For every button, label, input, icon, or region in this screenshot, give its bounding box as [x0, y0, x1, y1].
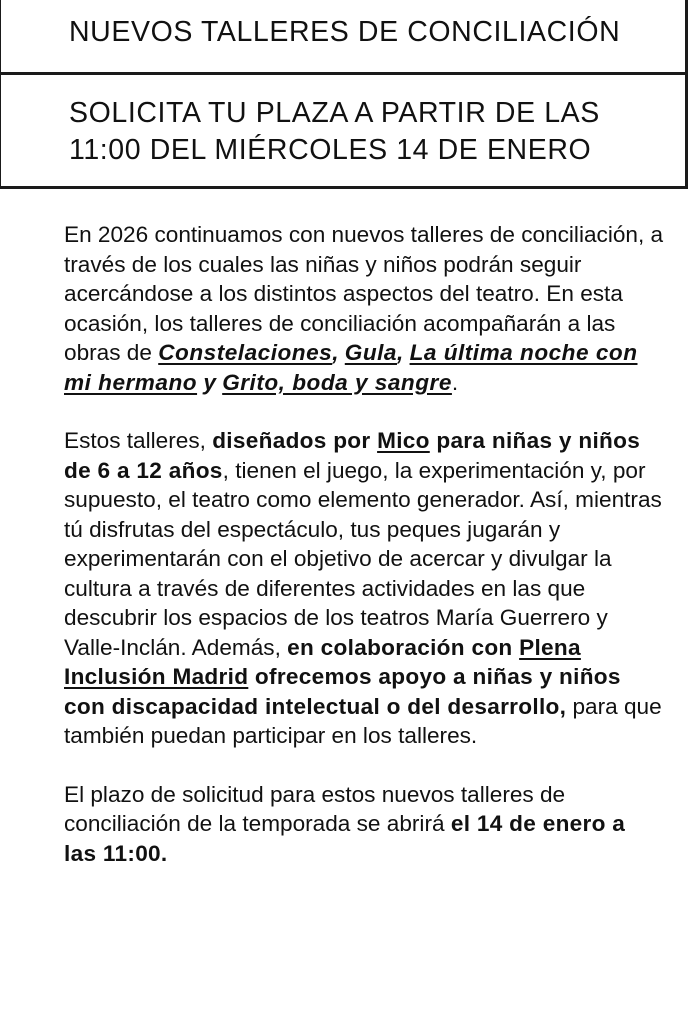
link-plena-inclusion-madrid[interactable]: Plena Inclusión Madrid: [64, 634, 581, 689]
link-constelaciones[interactable]: Constelaciones: [158, 340, 333, 365]
article-body: [64, 220, 664, 897]
intro-paragraph: [64, 220, 664, 397]
intro-text: En 2026 continuamos con nuevos talleres de conciliación, a través de los cuales las niñas y niños podrán seguir acercándose a los distintos aspectos del teatro. En esta ocasión, los talleres de conciliación acompañarán a las obras de: [64, 222, 664, 365]
collaboration-bold-text: en colaboración con: [287, 634, 520, 660]
link-la-ultima-noche-con-mi-hermano[interactable]: La última noche con mi hermano: [64, 340, 638, 395]
title-banner: [0, 0, 688, 75]
workshop-description: , tienen el juego, la experimentación y, por supuesto, el teatro como elemento generador. Así, mientras tú disfrutas del espectáculo, tus peques jugarán y experimentarán con el objetivo de acercar y divulgar la cultura a través de diferentes actividades en las que descubrir los espacios de los teatros María Guerrero y Valle-Inclán. Además,: [64, 457, 662, 660]
registration-notice: [69, 95, 679, 169]
separator: y: [197, 369, 223, 395]
deadline-date: el 14 de enero a las 11:00.: [64, 811, 626, 866]
deadline-text: El plazo de solicitud para estos nuevos talleres de conciliación de la temporada se abrirá: [64, 781, 566, 836]
separator: ,: [397, 340, 410, 365]
workshop-text: Estos talleres,: [64, 428, 213, 453]
support-bold-text: ofrecemos apoyo a niñas y niños con discapacidad intelectual o del desarrollo,: [64, 664, 621, 719]
registration-notice-line2: 11:00 DEL MIÉRCOLES 14 DE ENERO: [69, 134, 592, 166]
registration-banner: [0, 72, 688, 189]
workshop-paragraph: [64, 426, 664, 751]
separator: ,: [332, 340, 345, 365]
workshop-age-range: para niñas y niños de 6 a 12 años: [64, 428, 641, 483]
registration-notice-line1: SOLICITA TU PLAZA A PARTIR DE LAS: [69, 97, 600, 129]
link-grito-boda-y-sangre[interactable]: Grito, boda y sangre: [222, 369, 452, 395]
sentence-end: .: [451, 369, 459, 395]
deadline-paragraph: [64, 780, 664, 869]
workshop-bold-text: diseñados por: [212, 428, 378, 453]
page-title: NUEVOS TALLERES DE CONCILIACIÓN: [69, 16, 621, 48]
support-text: para que también puedan participar en los talleres.: [64, 693, 662, 748]
link-mico[interactable]: Mico: [377, 428, 430, 453]
link-gula[interactable]: Gula: [344, 340, 397, 365]
